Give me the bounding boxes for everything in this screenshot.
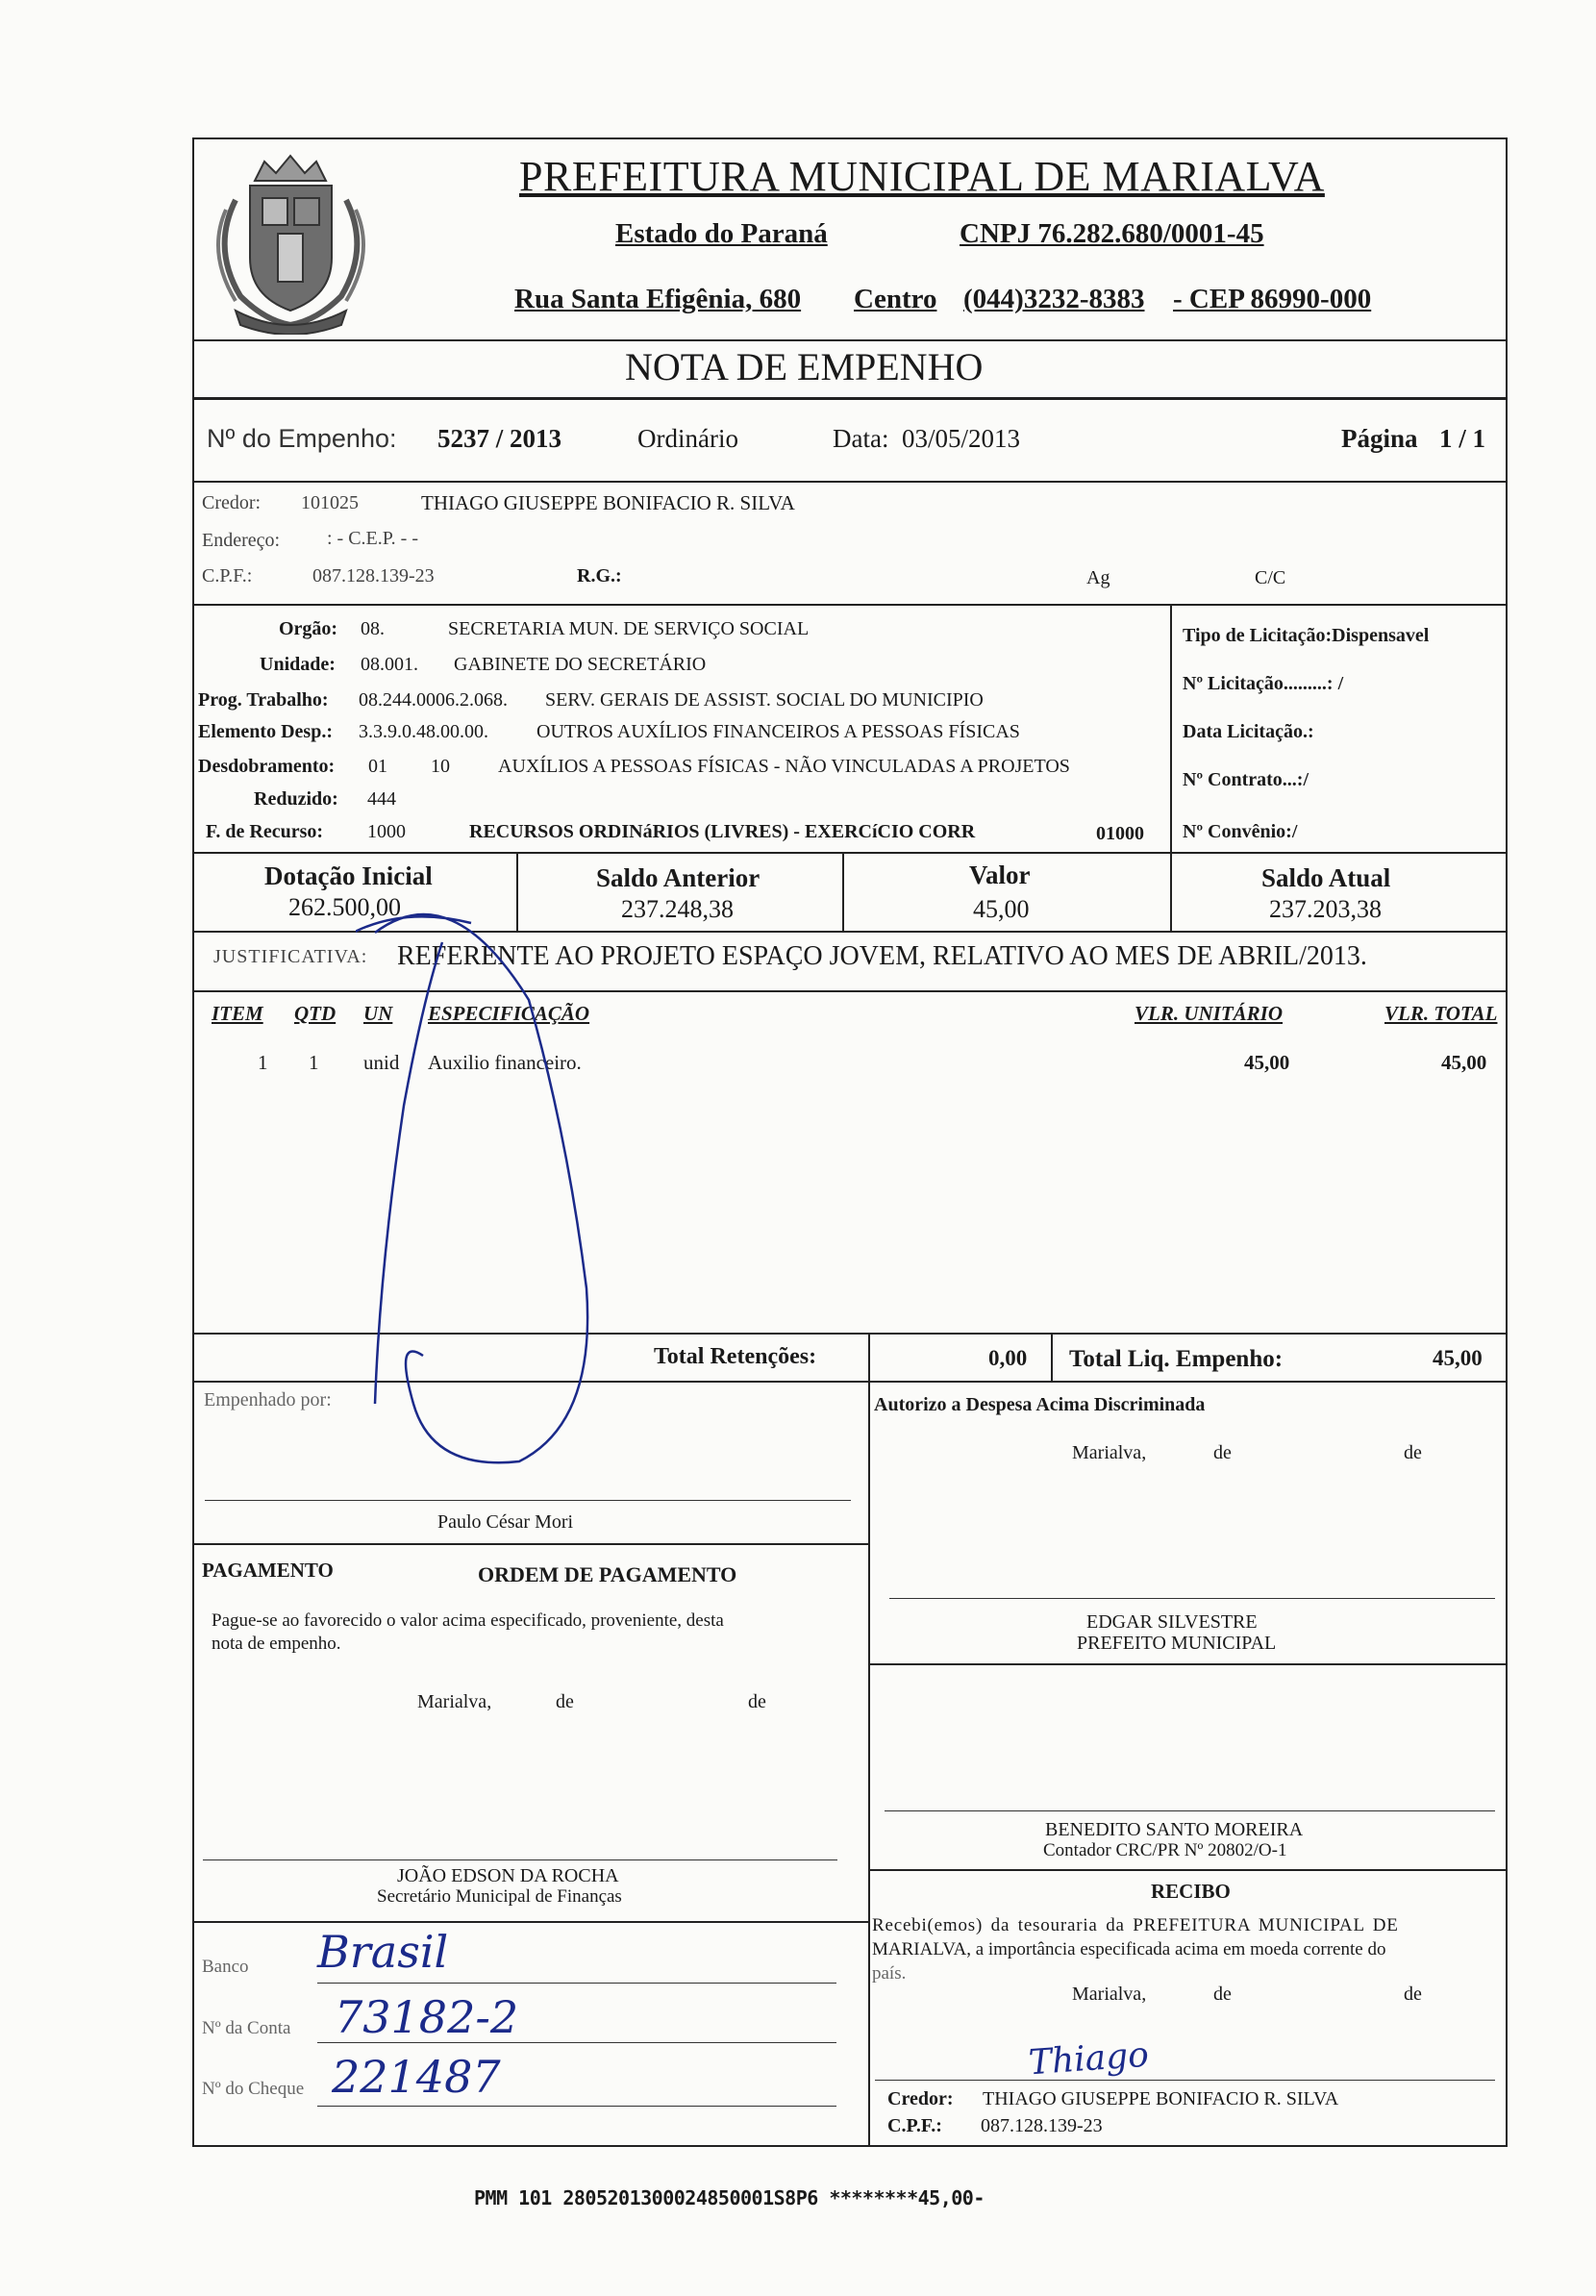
saldo-anterior-value: 237.248,38 [621,895,734,923]
conta-label: Nº da Conta [202,2018,291,2038]
elem-desc: OUTROS AUXÍLIOS FINANCEIROS A PESSOAS FÍSICAS [536,721,1020,742]
secretario-name: JOÃO EDSON DA ROCHA [397,1865,619,1886]
divider [868,1663,1508,1665]
header-district: Centro [854,284,937,314]
divider [192,397,1508,400]
justificativa-label: JUSTIFICATIVA: [213,946,368,967]
empenho-type: Ordinário [637,424,738,453]
empenho-date: 03/05/2013 [902,424,1021,453]
row-total: 45,00 [1441,1051,1487,1074]
dotacao-label: Dotação Inicial [264,861,433,890]
recibo-line1: Recebi(emos) da tesouraria da PREFEITURA MUNICIPAL DE [872,1915,1399,1935]
divider [868,1333,870,1381]
divider [868,1869,1508,1871]
total-retencoes-label: Total Retenções: [654,1344,817,1369]
divider [1170,852,1172,931]
recibo-line2: MARIALVA, a importância especificada acima em moeda corrente do [872,1939,1386,1959]
dotacao-value: 262.500,00 [288,893,401,921]
autorizo-de2: de [1404,1442,1422,1463]
autorizo-label: Autorizo a Despesa Acima Discriminada [874,1394,1206,1415]
rg-label: R.G.: [577,565,622,586]
banco-line [317,1983,836,1984]
prog-label: Prog. Trabalho: [198,689,329,711]
justificativa-text: REFERENTE AO PROJETO ESPAÇO JOVEM, RELATIVO AO MES DE ABRIL/2013. [397,941,1367,971]
valor-label: Valor [969,861,1031,889]
row-spec: Auxilio financeiro. [428,1051,582,1074]
autorizo-city: Marialva, [1072,1442,1147,1463]
secretario-title: Secretário Municipal de Finanças [377,1886,622,1907]
recibo-cpf: 087.128.139-23 [981,2115,1103,2136]
ag-label: Ag [1086,567,1110,588]
signature-line [203,1859,837,1860]
elem-code: 3.3.9.0.48.00.00. [359,721,488,742]
pagamento-text1: Pague-se ao favorecido o valor acima especificado, proveniente, desta [212,1610,724,1631]
col-item: ITEM [212,1002,263,1025]
signature-line [889,1598,1495,1599]
recibo-credor-label: Credor: [887,2088,954,2109]
prefeito-title: PREFEITO MUNICIPAL [1077,1633,1277,1654]
empenhado-name: Paulo César Mori [437,1511,574,1533]
empenho-date-label: Data: [833,424,889,453]
recibo-credor: THIAGO GIUSEPPE BONIFACIO R. SILVA [983,2088,1339,2109]
recibo-line3: país. [872,1963,907,1984]
valor-value: 45,00 [973,895,1030,923]
col-qtd: QTD [294,1002,337,1025]
signature-line [875,2080,1495,2081]
orgao-label: Orgão: [279,618,338,639]
recibo-de2: de [1404,1984,1422,2005]
divider [192,604,1508,606]
desd-label: Desdobramento: [198,756,336,777]
desd-desc: AUXÍLIOS A PESSOAS FÍSICAS - NÃO VINCULADAS A PROJETOS [498,756,1070,777]
ordem-pagamento: ORDEM DE PAGAMENTO [478,1562,737,1586]
banco-label: Banco [202,1957,249,1977]
row-unit: 45,00 [1244,1051,1290,1074]
contador-name: BENEDITO SANTO MOREIRA [1045,1819,1304,1840]
row-un: unid [363,1051,400,1074]
header-cnpj: CNPJ 76.282.680/0001-45 [960,218,1264,249]
address-value: : - C.E.P. - - [327,528,418,549]
pagamento-text2: nota de empenho. [212,1634,341,1654]
divider [192,481,1508,483]
prog-code: 08.244.0006.2.068. [359,689,508,711]
header-state: Estado do Paraná [615,218,828,249]
signature-line [885,1810,1495,1811]
coat-of-arms-icon [197,142,385,335]
fonte-desc: RECURSOS ORDINáRIOS (LIVRES) - EXERCíCIO CORR [469,821,976,842]
creditor-code: 101025 [301,492,359,513]
doc-title: NOTA DE EMPENHO [625,345,984,388]
licitacao-tipo: Tipo de Licitação:Dispensavel [1183,625,1430,646]
cheque-label: Nº do Cheque [202,2079,305,2099]
empenhado-label: Empenhado por: [204,1389,332,1410]
banco-value: Brasil [317,1926,449,1978]
empenho-number: 5237 / 2013 [437,424,562,453]
elem-label: Elemento Desp.: [198,721,333,742]
pen-scribble-icon [356,885,615,1481]
footer-code: PMM 101 2805201300024850001S8P6 ********45,00- [474,2186,985,2209]
divider [192,1543,868,1545]
row-item: 1 [258,1051,268,1074]
pagamento-label: PAGAMENTO [202,1559,334,1582]
contador-title: Contador CRC/PR Nº 20802/O-1 [1043,1840,1287,1860]
red-label: Reduzido: [254,788,338,810]
cc-label: C/C [1255,567,1286,588]
divider [192,1921,868,1923]
pagamento-de1: de [556,1691,574,1712]
unidade-desc: GABINETE DO SECRETÁRIO [454,654,707,675]
header-cep: - CEP 86990-000 [1173,284,1372,314]
page-label: Página [1341,424,1418,453]
recibo-cpf-label: C.P.F.: [887,2115,942,2136]
unidade-code: 08.001. [361,654,418,675]
licitacao-contrato: Nº Contrato...:/ [1183,769,1309,790]
recibo-label: RECIBO [1151,1880,1231,1903]
total-retencoes-value: 0,00 [988,1346,1028,1370]
saldo-atual-label: Saldo Atual [1261,863,1391,892]
fonte-label: F. de Recurso: [206,821,324,842]
saldo-atual-value: 237.203,38 [1269,895,1382,923]
prefeito-name: EDGAR SILVESTRE [1086,1611,1258,1633]
empenho-label: Nº do Empenho: [207,424,397,453]
conta-value: 73182-2 [335,1991,519,2043]
recibo-city: Marialva, [1072,1984,1147,2005]
fonte-code2: 01000 [1096,823,1144,844]
licitacao-data: Data Licitação.: [1183,721,1314,742]
total-liq-label: Total Liq. Empenho: [1069,1346,1284,1372]
page-number: 1 / 1 [1439,424,1486,453]
cheque-line [317,2106,836,2107]
creditor-name: THIAGO GIUSEPPE BONIFACIO R. SILVA [421,491,795,514]
divider [842,852,844,931]
licitacao-convenio: Nº Convênio:/ [1183,821,1298,842]
unidade-label: Unidade: [260,654,336,675]
col-total: VLR. TOTAL [1384,1002,1498,1025]
cheque-value: 221487 [332,2051,501,2103]
address-label: Endereço: [202,530,281,551]
fonte-code: 1000 [367,821,406,842]
divider [1051,1333,1053,1381]
desd-code1: 01 [368,756,387,777]
autorizo-de1: de [1213,1442,1232,1463]
licitacao-numero: Nº Licitação.........: / [1183,673,1344,694]
signature-line [205,1500,851,1501]
header-title: PREFEITURA MUNICIPAL DE MARIALVA [519,153,1325,200]
recibo-de1: de [1213,1984,1232,2005]
red-code: 444 [367,788,396,810]
cpf-value: 087.128.139-23 [312,565,435,586]
divider [1170,604,1172,852]
divider [192,339,1508,341]
credor-signature: Thiago [1027,2034,1151,2084]
col-spec: ESPECIFICAÇÃO [428,1002,590,1025]
creditor-label: Credor: [202,492,262,513]
divider [192,852,1508,854]
col-un: UN [363,1002,393,1025]
desd-code2: 10 [431,756,450,777]
prog-desc: SERV. GERAIS DE ASSIST. SOCIAL DO MUNICIPIO [545,689,984,711]
pagamento-de2: de [748,1691,766,1712]
orgao-code: 08. [361,618,385,639]
cpf-label: C.P.F.: [202,565,253,586]
orgao-desc: SECRETARIA MUN. DE SERVIÇO SOCIAL [448,618,810,639]
total-liq-value: 45,00 [1433,1346,1483,1370]
divider [868,1381,870,2147]
header-phone: (044)3232-8383 [963,284,1145,314]
pagamento-city: Marialva, [417,1691,492,1712]
col-unit: VLR. UNITÁRIO [1135,1002,1284,1025]
row-qtd: 1 [309,1051,319,1074]
header-street: Rua Santa Efigênia, 680 [514,284,802,314]
saldo-anterior-label: Saldo Anterior [596,863,761,892]
